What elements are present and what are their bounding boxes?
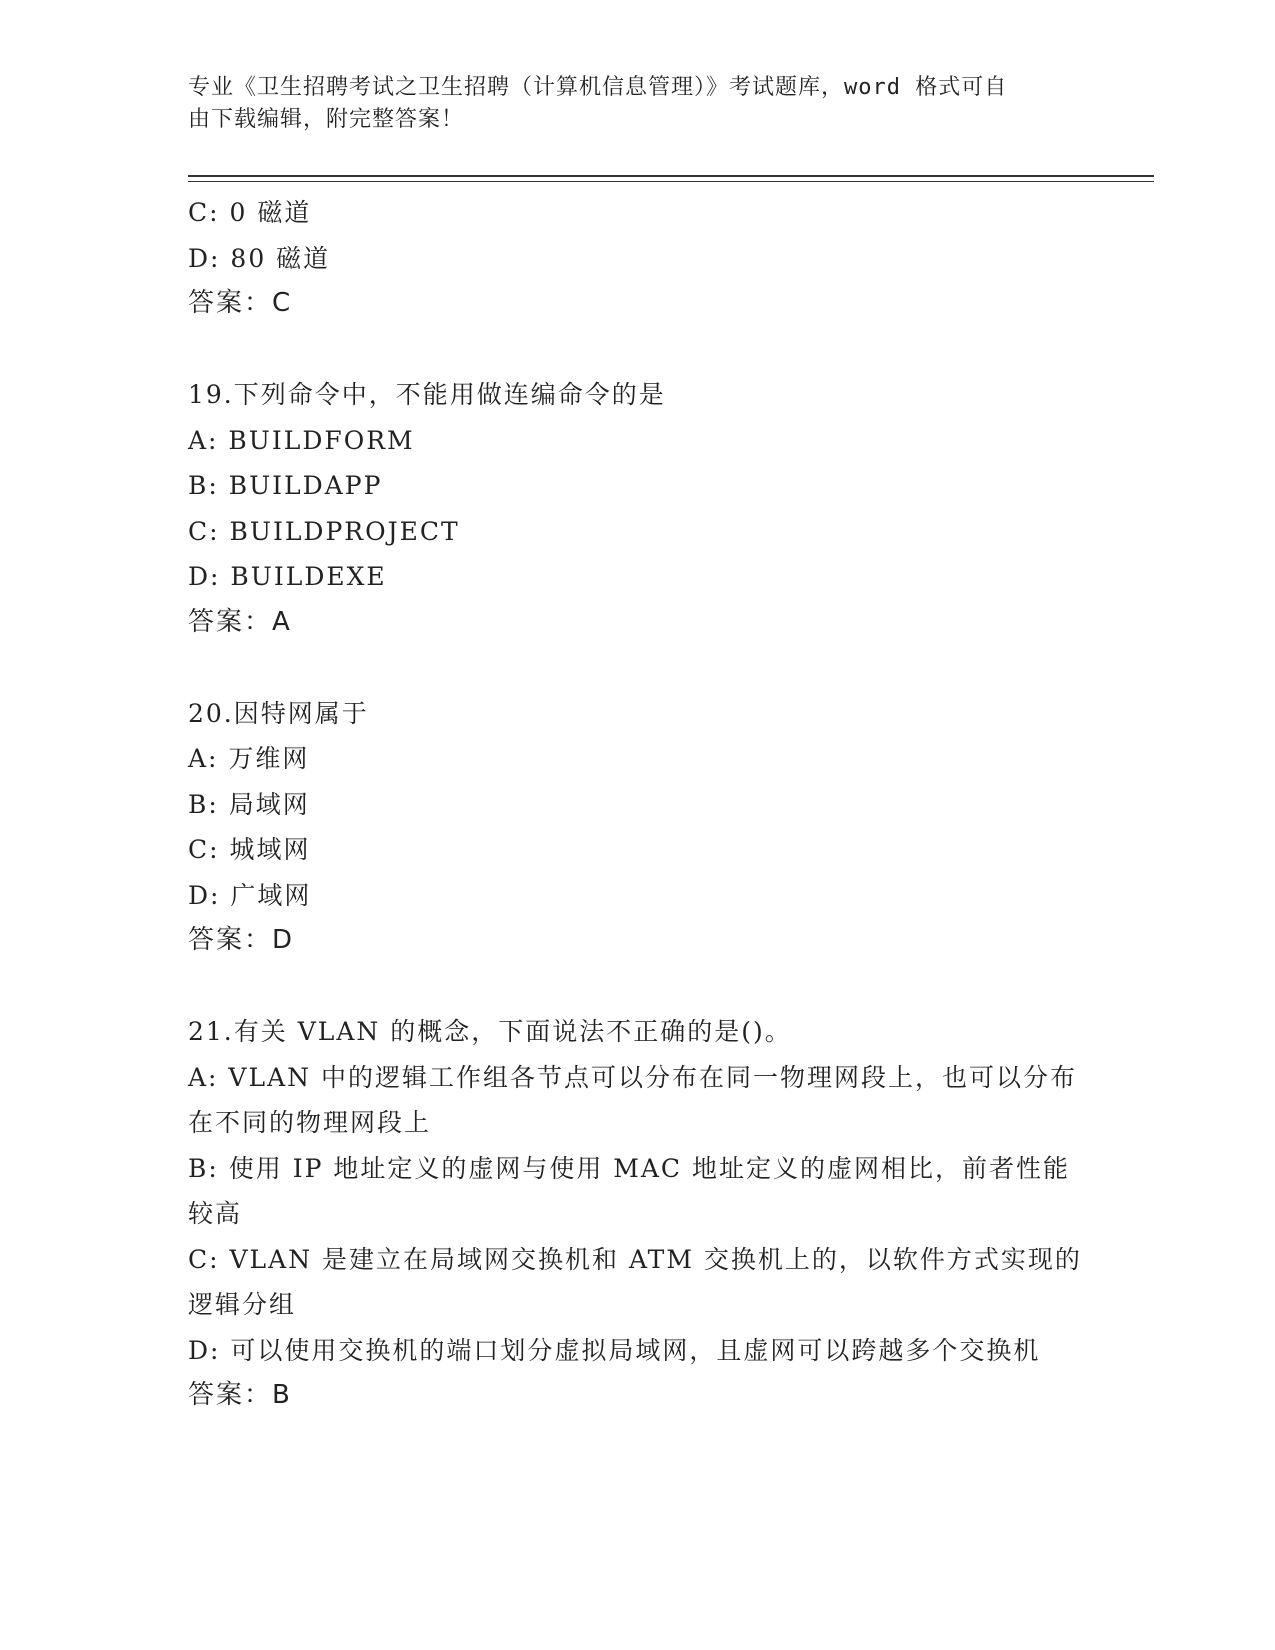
option-d: D: BUILDEXE [188,562,387,591]
spacer [188,327,1088,373]
question-block-21 [188,1009,1088,1419]
header-divider-thick [188,175,1154,177]
answer-line: 答案：B [188,1380,292,1410]
spacer [188,964,1088,1010]
question-block-previous [188,190,1088,327]
option-c: C: 0 磁道 [188,198,312,227]
option-a: A: 万维网 [188,744,310,773]
document-header [188,72,1088,136]
header-line-1: 专业《卫生招聘考试之卫生招聘（计算机信息管理）》考试题库，word 格式可自 [188,75,1008,100]
question-block-19 [188,372,1088,645]
header-line-2: 由下载编辑，附完整答案！ [188,107,465,132]
option-c: C: BUILDPROJECT [188,516,460,546]
spacer [188,645,1088,691]
option-c: C: 城域网 [188,835,311,864]
answer-line: 答案：C [188,288,293,318]
option-b: B: BUILDAPP [188,471,383,500]
option-d: D: 可以使用交换机的端口划分虚拟局域网，且虚网可以跨越多个交换机 [188,1335,1041,1365]
option-b: B: 使用 IP 地址定义的虚网与使用 MAC 地址定义的虚网相比，前者性能较高 [188,1153,1071,1228]
question-stem: 19.下列命令中，不能用做连编命令的是 [188,380,666,409]
question-list [188,190,1088,1419]
option-b: B: 局域网 [188,789,310,819]
answer-line: 答案：D [188,925,295,955]
question-stem: 20.因特网属于 [188,698,369,728]
question-block-20 [188,691,1088,964]
option-d: D: 80 磁道 [188,243,331,273]
answer-line: 答案：A [188,606,292,637]
option-d: D: 广域网 [188,880,312,910]
option-a: A: BUILDFORM [188,425,415,455]
question-stem: 21.有关 VLAN 的概念，下面说法不正确的是()。 [188,1017,792,1046]
header-divider-thin [188,181,1154,182]
option-c: C: VLAN 是建立在局域网交换机和 ATM 交换机上的，以软件方式实现的逻辑分组 [188,1244,1082,1319]
option-a: A: VLAN 中的逻辑工作组各节点可以分布在同一物理网段上，也可以分布在不同的物理网段上 [188,1062,1077,1137]
